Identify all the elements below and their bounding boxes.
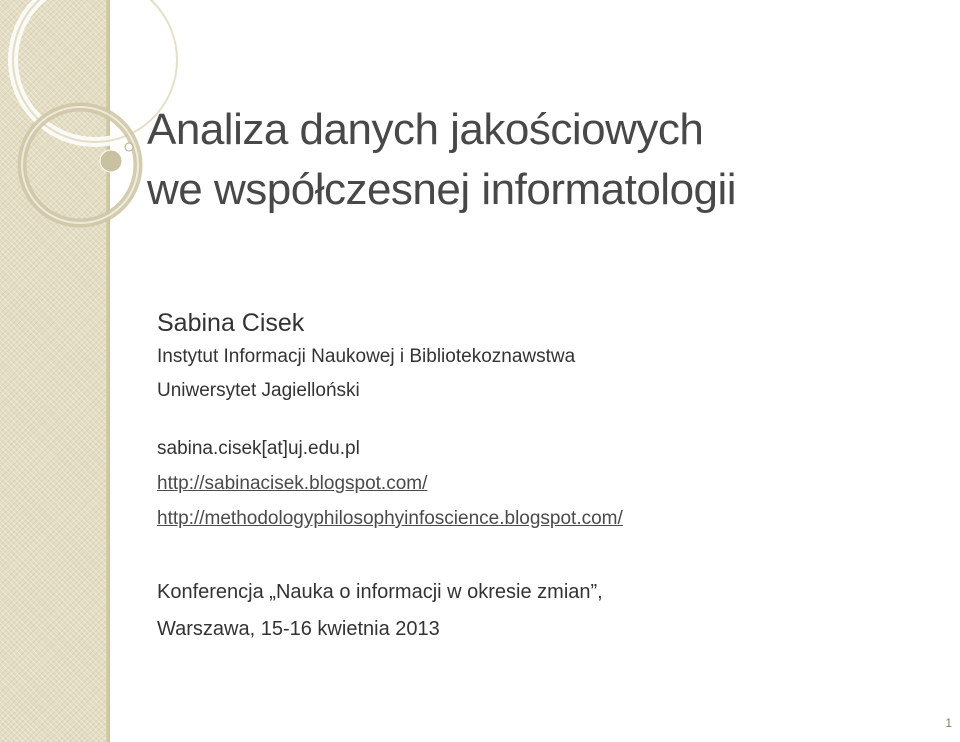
conference-name: Konferencja „Nauka o informacji w okresie zmian”, <box>157 581 603 603</box>
author-name: Sabina Cisek <box>157 309 305 337</box>
slide-title <box>147 100 736 220</box>
blog-link-methodology[interactable]: http://methodologyphilosophyinfoscience.blogspot.com/ <box>157 508 623 529</box>
university-name: Uniwersytet Jagielloński <box>157 380 360 401</box>
author-email: sabina.cisek[at]uj.edu.pl <box>157 438 360 459</box>
conference-place-date: Warszawa, 15-16 kwietnia 2013 <box>157 618 440 640</box>
page-number: 1 <box>945 716 952 730</box>
conference-info <box>157 574 623 648</box>
decorative-rings <box>0 0 140 260</box>
small-ring-dot <box>125 143 133 151</box>
author-info <box>157 306 623 648</box>
blog-link-sabinacisek[interactable]: http://sabinacisek.blogspot.com/ <box>157 473 428 494</box>
filled-dot <box>100 150 122 172</box>
title-line-2: we współczesnej informatologii <box>147 165 737 214</box>
institute-name: Instytut Informacji Naukowej i Bibliotekoznawstwa <box>157 346 576 367</box>
title-line-1: Analiza danych jakościowych <box>147 105 704 154</box>
